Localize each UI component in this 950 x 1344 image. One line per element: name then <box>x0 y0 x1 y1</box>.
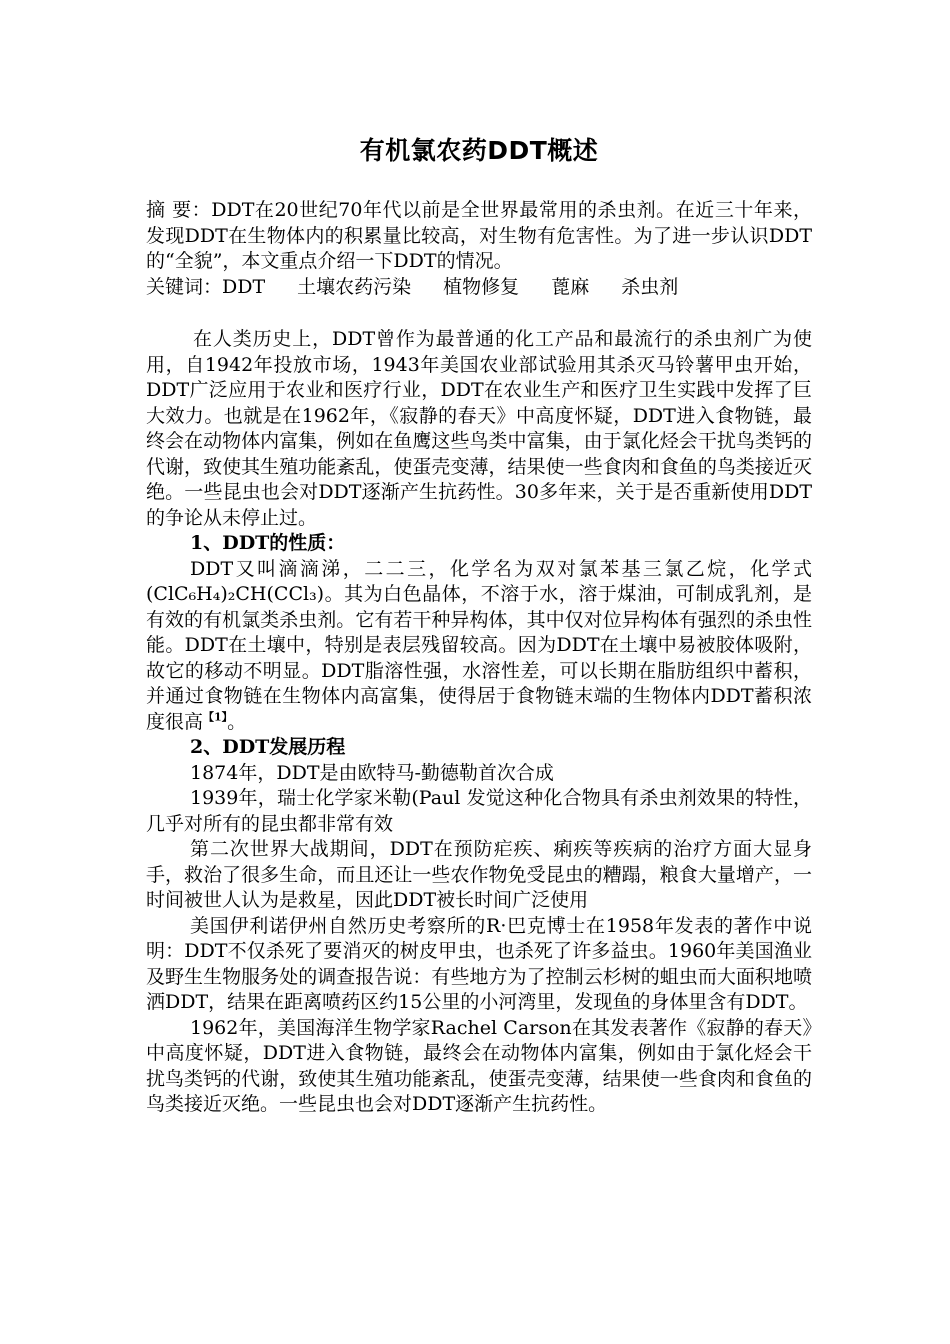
keyword-item: DDT <box>222 275 266 298</box>
section-1-heading: 1、DDT的性质： <box>190 532 346 554</box>
abstract-paragraph <box>146 198 812 275</box>
abstract-text: DDT在20世纪70年代以前是全世界最常用的杀虫剂。在近三十年来，发现DDT在生物体内的积累量比较高，对生物有危害性。为了进一步认识DDT的“全貌”，本文重点介绍一下DDT的情况。 <box>146 199 813 272</box>
citation-ref[interactable]: 【1】 <box>203 710 228 724</box>
intro-paragraph: 在人类历史上，DDT曾作为最普通的化工产品和最流行的杀虫剂广为使用，自1942年投放市场，1943年美国农业部试验用其杀灭马铃薯甲虫开始，DDT广泛应用于农业和医疗行业，DDT在农业生产和医疗卫生实践中发挥了巨大效力。也就是在1962年，《寂静的春天》中高度怀疑，DDT进入食物链，最终会在动物体内富集，例如在鱼鹰这些鸟类中富集，由于氯化烃会干扰鸟类钙的代谢，致使其生殖功能紊乱，使蛋壳变薄，结果使一些食肉和食鱼的鸟类接近灭绝。一些昆虫也会对DDT逐渐产生抗药性。30多年来，关于是否重新使用DDT的争论从未停止过。 <box>146 328 812 529</box>
keywords-label: 关键词： <box>146 275 223 298</box>
keyword-item: 土壤农药污染 <box>297 275 412 298</box>
history-paragraph: 1939年，瑞士化学家米勒(Paul 发觉这种化合物具有杀虫剂效果的特性，几乎对所有的昆虫都非常有效 <box>146 787 812 835</box>
section-1-paragraph <box>146 557 812 736</box>
section-1-text: DDT又叫滴滴涕，二二三，化学名为双对氯苯基三氯乙烷，化学式(ClC₆H₄)₂CH(CCl₃)。其为白色晶体，不溶于水，溶于煤油，可制成乳剂，是有效的有机氯类杀虫剂。它有若干种异构体，其中仅对位异构体有强烈的杀虫性能。DDT在土壤中，特别是表层残留较高。因为DDT在土壤中易被胶体吸附，故它的移动不明显。DDT脂溶性强，水溶性差，可以长期在脂肪组织中蓄积，并通过食物链在生物体内高富集，使得居于食物链末端的生物体内DDT蓄积浓度很高 <box>146 557 812 733</box>
abstract <box>146 198 812 300</box>
history-paragraph: 美国伊利诺伊州自然历史考察所的R·巴克博士在1958年发表的著作中说明：DDT不仅杀死了要消灭的树皮甲虫，也杀死了许多益虫。1960年美国渔业及野生生物服务处的调查报告说：有些地方为了控制云杉树的蛆虫而大面积地喷洒DDT，结果在距离喷药区约15公里的小河湾里，发现鱼的身体里含有DDT。 <box>146 914 812 1013</box>
abstract-label: 摘 要： <box>146 199 212 221</box>
page-title: 有机氯农药DDT概述 <box>359 136 599 165</box>
history-paragraph: 1874年，DDT是由欧特马-勤德勒首次合成 <box>190 761 554 784</box>
section-1-end: 。 <box>227 710 247 733</box>
keyword-item: 杀虫剂 <box>621 275 679 298</box>
body-text <box>146 327 812 1118</box>
keywords-line <box>146 275 812 301</box>
document-page <box>146 134 812 1118</box>
section-spacer <box>146 300 812 327</box>
history-paragraph: 第二次世界大战期间，DDT在预防疟疾、痢疾等疾病的治疗方面大显身手，救治了很多生命，而且还让一些农作物免受昆虫的糟蹋，粮食大量增产，一时间被世人认为是救星，因此DDT被长时间广泛使用 <box>146 838 812 911</box>
keyword-item: 蓖麻 <box>551 275 590 298</box>
keyword-item: 植物修复 <box>443 275 520 298</box>
history-paragraph: 1962年，美国海洋生物学家Rachel Carson在其发表著作《寂静的春天》中高度怀疑，DDT进入食物链，最终会在动物体内富集，例如由于氯化烃会干扰鸟类钙的代谢，致使其生殖功能紊乱，使蛋壳变薄，结果使一些食肉和食鱼的鸟类接近灭绝。一些昆虫也会对DDT逐渐产生抗药性。 <box>146 1016 812 1115</box>
section-2-heading: 2、DDT发展历程 <box>190 736 346 758</box>
